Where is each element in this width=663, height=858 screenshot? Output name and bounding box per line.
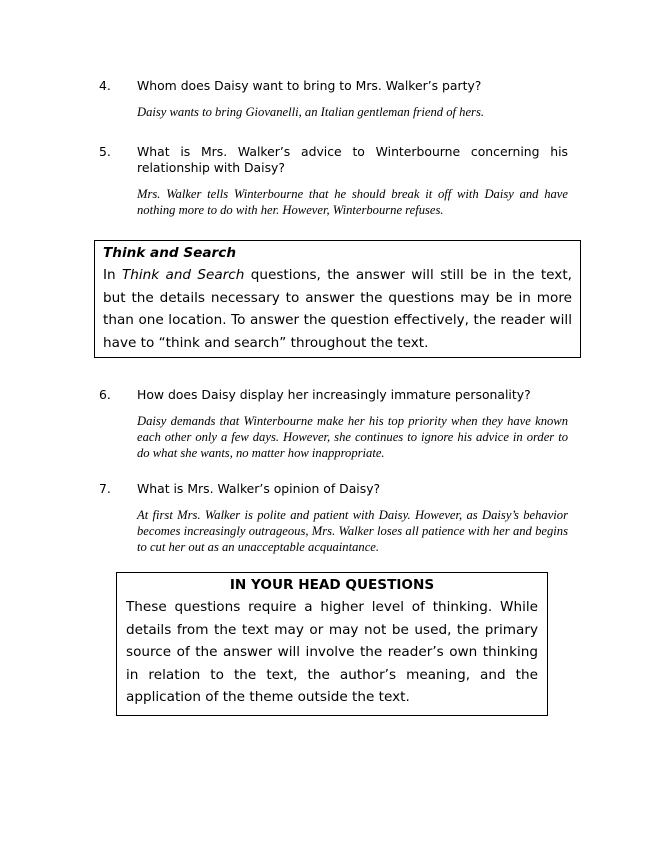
think-and-search-title: Think and Search [103,245,236,261]
in-your-head-body: These questions require a higher level of thinking. While details from the text may or may not be used, the primary source of the answer will involve the reader’s own thinking in relation to the text, the author’s meaning, and the application of the theme outside the text. [126,599,538,706]
question-number: 4. [99,78,111,93]
question-text: What is Mrs. Walker’s advice to Winterbourne concerning his relationship with Daisy? [137,144,568,175]
in-your-head-title: IN YOUR HEAD QUESTIONS [229,577,435,593]
answer-text: Daisy demands that Winterbourne make her his top priority when they have known each other only a few days. However, she continues to ignore his advice in order to do what she wants, no matter how inappropriate. [137,414,568,460]
question-4 [99,78,568,120]
question-text: Whom does Daisy want to bring to Mrs. Walker’s party? [137,78,482,93]
answer-text: Daisy wants to bring Giovanelli, an Italian gentleman friend of hers. [137,105,485,119]
question-6 [99,387,568,461]
intro-rest: questions, the answer will still be in the text, but the details necessary to answer the questions may be in more than one location. To answer the question effectively, the reader will have to “think and search” throughout the text. [103,267,572,351]
question-number: 5. [99,144,111,159]
think-and-search-box [94,240,581,358]
question-number: 7. [99,481,111,496]
think-and-search-body [103,264,572,354]
answer-text: Mrs. Walker tells Winterbourne that he should break it off with Daisy and have nothing more to do with her. However, Winterbourne refuses. [137,187,568,217]
question-text: How does Daisy display her increasingly immature personality? [137,387,531,402]
intro-prefix: In [103,267,122,284]
question-7 [99,481,568,555]
in-your-head-box [116,572,548,716]
question-text: What is Mrs. Walker’s opinion of Daisy? [137,481,381,496]
question-5 [99,144,568,218]
answer-text: At first Mrs. Walker is polite and patient with Daisy. However, as Daisy’s behavior becomes increasingly outrageous, Mrs. Walker loses all patience with her and begins to cut her out as an unacceptable acquaintance. [137,508,568,554]
question-number: 6. [99,387,111,402]
intro-emphasis: Think and Search [121,267,245,284]
